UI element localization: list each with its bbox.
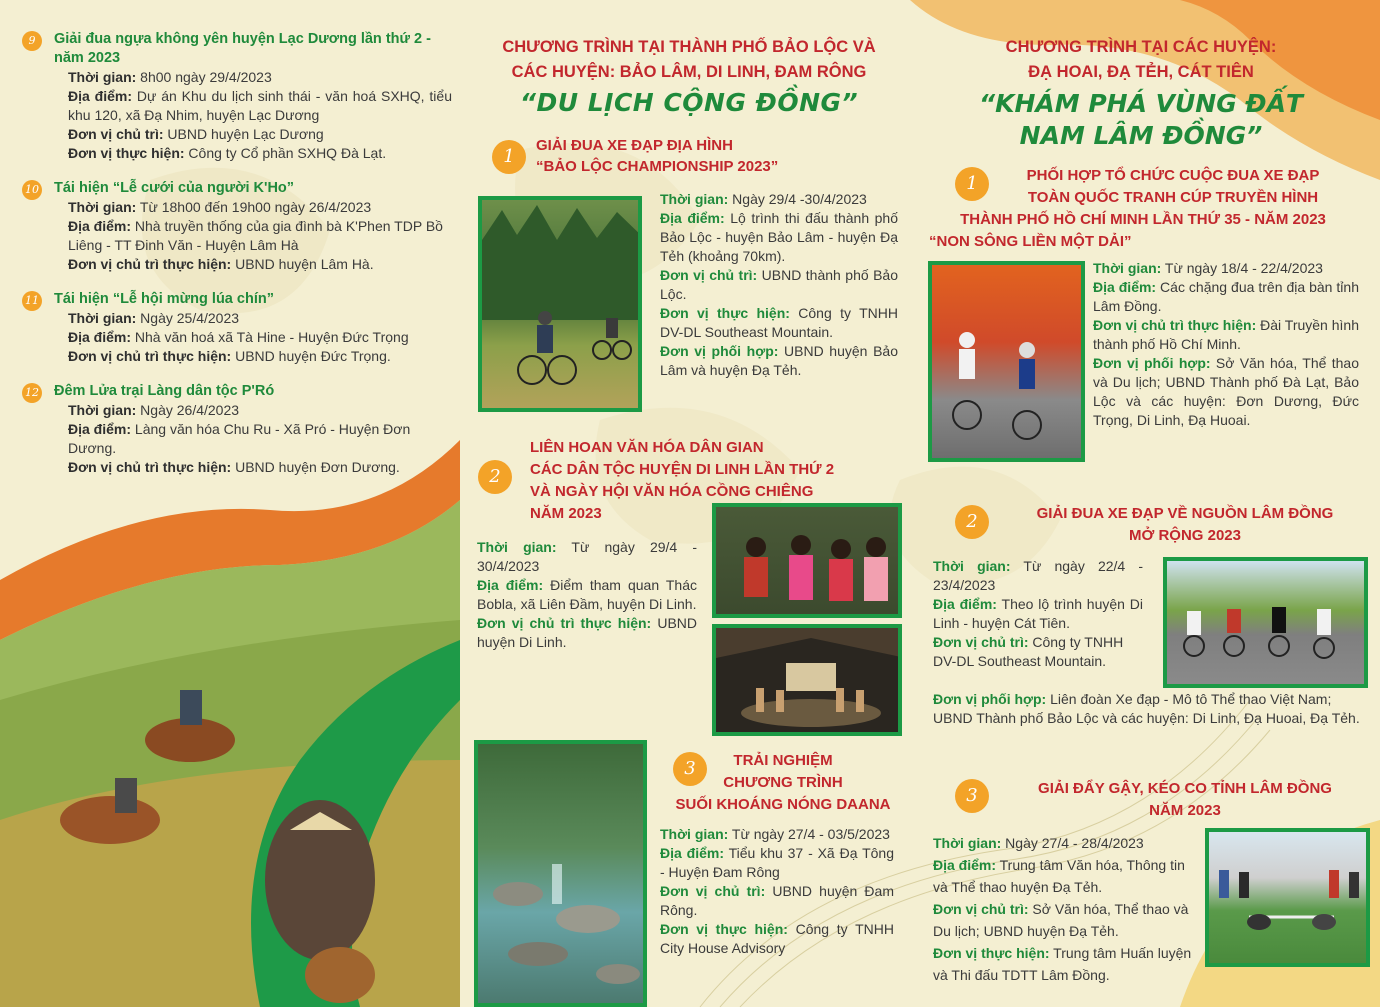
section-details	[660, 825, 894, 958]
section-time: Thời gian: Từ ngày 18/4 - 22/4/2023	[1093, 260, 1323, 276]
section-time: Thời gian: Từ ngày 27/4 - 03/5/2023	[660, 826, 890, 842]
item-place: Địa điểm: Nhà văn hoá xã Tà Hine - Huyện Đức Trọng	[68, 329, 409, 345]
right-heading-line2: ĐẠ HOAI, ĐẠ TẺH, CÁT TIÊN	[1028, 63, 1254, 81]
item-host: Đơn vị chủ trì thực hiện: UBND huyện Lâm Hà.	[68, 256, 374, 272]
section-exec: Đơn vị thực hiện: Công ty TNHH DV-DL Southeast Mountain.	[660, 305, 898, 340]
section-place: Địa điểm: Trung tâm Văn hóa, Thông tin và Thể thao huyện Đạ Tẻh.	[933, 857, 1185, 895]
item-title: Tái hiện “Lễ hội mừng lúa chín”	[54, 291, 274, 307]
section-time: Thời gian: Từ ngày 22/4 - 23/4/2023	[933, 558, 1144, 593]
item-exec: Đơn vị thực hiện: Công ty Cổ phần SXHQ Đà Lạt.	[68, 145, 387, 161]
section-coop: Đơn vị phối hợp: Sở Văn hóa, Thể thao và Du lịch; UBND Thành phố Đà Lạt, Bảo Lộc và các huyện: Đơn Dương, Đức Trọng, Di Linh, Đạ Huoai.	[1093, 355, 1359, 428]
section-host: Đơn vị chủ trì thực hiện: UBND huyện Di Linh.	[477, 615, 697, 650]
section-place: Địa điểm: Theo lộ trình huyện Di Linh - huyện Cát Tiên.	[933, 596, 1143, 631]
item-title: Giải đua ngựa không yên huyện Lạc Dương lần thứ 2 - năm 2023	[54, 31, 431, 66]
item-time: Thời gian: Ngày 25/4/2023	[68, 310, 240, 326]
festival-girls-photo	[712, 503, 902, 618]
section-title: TRẢI NGHIỆM CHƯƠNG TRÌNH SUỐI KHOÁNG NÓNG DAANA	[675, 752, 891, 813]
item-time: Thời gian: Ngày 26/4/2023	[68, 402, 240, 418]
section-place: Địa điểm: Điểm tham quan Thác Bobla, xã Liên Đầm, huyện Di Linh.	[477, 577, 697, 612]
item-title: Tái hiện “Lễ cưới của người K'Ho”	[54, 180, 295, 196]
item-place: Địa điểm: Làng văn hóa Chu Ru - Xã Pró - Huyện Đơn Dương.	[68, 421, 411, 456]
middle-heading-line2: CÁC HUYỆN: BẢO LÂM, DI LINH, ĐAM RÔNG	[511, 63, 867, 81]
item-host: Đơn vị chủ trì thực hiện: UBND huyện Đức Trọng.	[68, 348, 391, 364]
section-place: Địa điểm: Lộ trình thi đấu thành phố Bảo Lộc - huyện Bảo Lâm - huyện Đạ Tẻh (khoảng 70km).	[660, 210, 899, 264]
section-number-badge: 1	[492, 140, 526, 174]
section-number-badge: 3	[955, 779, 989, 813]
section-time: Thời gian: Ngày 29/4 -30/4/2023	[660, 191, 867, 207]
item-place: Địa điểm: Dự án Khu du lịch sinh thái - văn hoá SXHQ, tiểu khu 120, xã Đạ Nhim, huyện Lạc Dương	[68, 88, 452, 123]
list-item	[22, 30, 452, 163]
list-item	[22, 290, 452, 366]
list-item	[22, 179, 452, 274]
section-details	[1093, 259, 1359, 430]
section-time: Thời gian: Ngày 27/4 - 28/4/2023	[933, 835, 1144, 851]
list-item	[22, 382, 452, 477]
section-title: PHỐI HỢP TỔ CHỨC CUỘC ĐUA XE ĐẠP TOÀN QUỐC TRANH CÚP TRUYỀN HÌNH THÀNH PHỐ HỒ CHÍ MINH LẦN THỨ 35 - NĂM 2023 “NON SÔNG LIỀN MỘT DẢI”	[929, 167, 1326, 250]
right-heading-line1: CHƯƠNG TRÌNH TẠI CÁC HUYỆN:	[1005, 38, 1277, 56]
section-number-badge: 3	[673, 752, 707, 786]
section-host: Đơn vị chủ trì thực hiện: Đài Truyền hình thành phố Hồ Chí Minh.	[1093, 317, 1359, 352]
section-title: GIẢI ĐUA XE ĐẠP ĐỊA HÌNH “BẢO LỘC CHAMPIONSHIP 2023”	[536, 137, 779, 175]
item-number-badge: 9	[22, 31, 42, 51]
section-exec: Đơn vị thực hiện: Công ty TNHH City House Advisory	[660, 921, 894, 956]
item-host: Đơn vị chủ trì: UBND huyện Lạc Dương	[68, 126, 324, 142]
section-host: Đơn vị chủ trì: UBND huyện Đam Rông.	[660, 883, 894, 918]
section-host: Đơn vị chủ trì: Sở Văn hóa, Thể thao và Du lịch; UBND huyện Đạ Tẻh.	[933, 901, 1189, 939]
section-coop: Đơn vị phối hợp: UBND huyện Bảo Lâm và huyện Đạ Tẻh.	[660, 343, 898, 378]
section-details	[477, 538, 697, 652]
item-time: Thời gian: Từ 18h00 đến 19h00 ngày 26/4/2023	[68, 199, 372, 215]
item-number-badge: 10	[22, 180, 42, 200]
item-title: Đêm Lửa trại Làng dân tộc P'Ró	[54, 383, 275, 399]
section-number-badge: 1	[955, 167, 989, 201]
middle-heading	[466, 35, 912, 85]
section-host: Đơn vị chủ trì: UBND thành phố Bảo Lộc.	[660, 267, 899, 302]
section-number-badge: 2	[478, 460, 512, 494]
section-coop: Đơn vị phối hợp: Liên đoàn Xe đạp - Mô tô Thể thao Việt Nam; UBND Thành phố Bảo Lộc và các huyện: Di Linh, Đạ Huoai, Đạ Tẻh.	[933, 691, 1360, 726]
item-number-badge: 12	[22, 383, 42, 403]
right-slogan: “KHÁM PHÁ VÙNG ĐẤT NAM LÂM ĐỒNG”	[979, 89, 1303, 150]
section-number-badge: 2	[955, 505, 989, 539]
section-place: Địa điểm: Các chặng đua trên địa bàn tỉnh Lâm Đồng.	[1093, 279, 1359, 314]
hot-spring-photo	[474, 740, 647, 1007]
section-exec: Đơn vị thực hiện: Trung tâm Huấn luyện và Thi đấu TDTT Lâm Đồng.	[933, 945, 1192, 983]
item-place: Địa điểm: Nhà truyền thống của gia đình bà K'Phen TDP Bồ Liêng - TT Đinh Văn - Huyện Lâm Hà	[68, 218, 443, 253]
middle-heading-line1: CHƯƠNG TRÌNH TẠI THÀNH PHỐ BẢO LỘC VÀ	[502, 38, 876, 56]
section-title: GIẢI ĐUA XE ĐẠP VỀ NGUỒN LÂM ĐỒNG MỞ RỘNG 2023	[1036, 505, 1334, 544]
section-title: GIẢI ĐẨY GẬY, KÉO CO TỈNH LÂM ĐỒNG NĂM 2023	[1038, 780, 1332, 819]
cycling-group-photo	[1163, 557, 1368, 688]
item-number-badge: 11	[22, 291, 42, 311]
item-host: Đơn vị chủ trì thực hiện: UBND huyện Đơn Dương.	[68, 459, 400, 475]
left-column	[22, 30, 452, 477]
section-title: LIÊN HOAN VĂN HÓA DÂN GIAN CÁC DÂN TỘC HUYỆN DI LINH LẦN THỨ 2 VÀ NGÀY HỘI VĂN HÓA CỒNG CHIÊNG NĂM 2023	[530, 439, 835, 522]
section-time: Thời gian: Từ ngày 29/4 - 30/4/2023	[477, 539, 698, 574]
mountain-bike-photo	[478, 196, 642, 412]
item-time: Thời gian: 8h00 ngày 29/4/2023	[68, 69, 272, 85]
middle-slogan: “DU LỊCH CỘNG ĐỒNG”	[519, 88, 859, 117]
right-heading	[918, 35, 1364, 85]
gong-performance-photo	[712, 624, 902, 736]
section-details	[660, 190, 898, 380]
road-race-photo	[928, 261, 1085, 462]
tug-of-war-photo	[1205, 828, 1370, 967]
section-place: Địa điểm: Tiểu khu 37 - Xã Đạ Tông - Huyện Đam Rông	[660, 845, 894, 880]
section-host: Đơn vị chủ trì: Công ty TNHH DV-DL Southeast Mountain.	[933, 634, 1124, 669]
section-details	[933, 832, 1201, 986]
section-details	[933, 557, 1143, 671]
